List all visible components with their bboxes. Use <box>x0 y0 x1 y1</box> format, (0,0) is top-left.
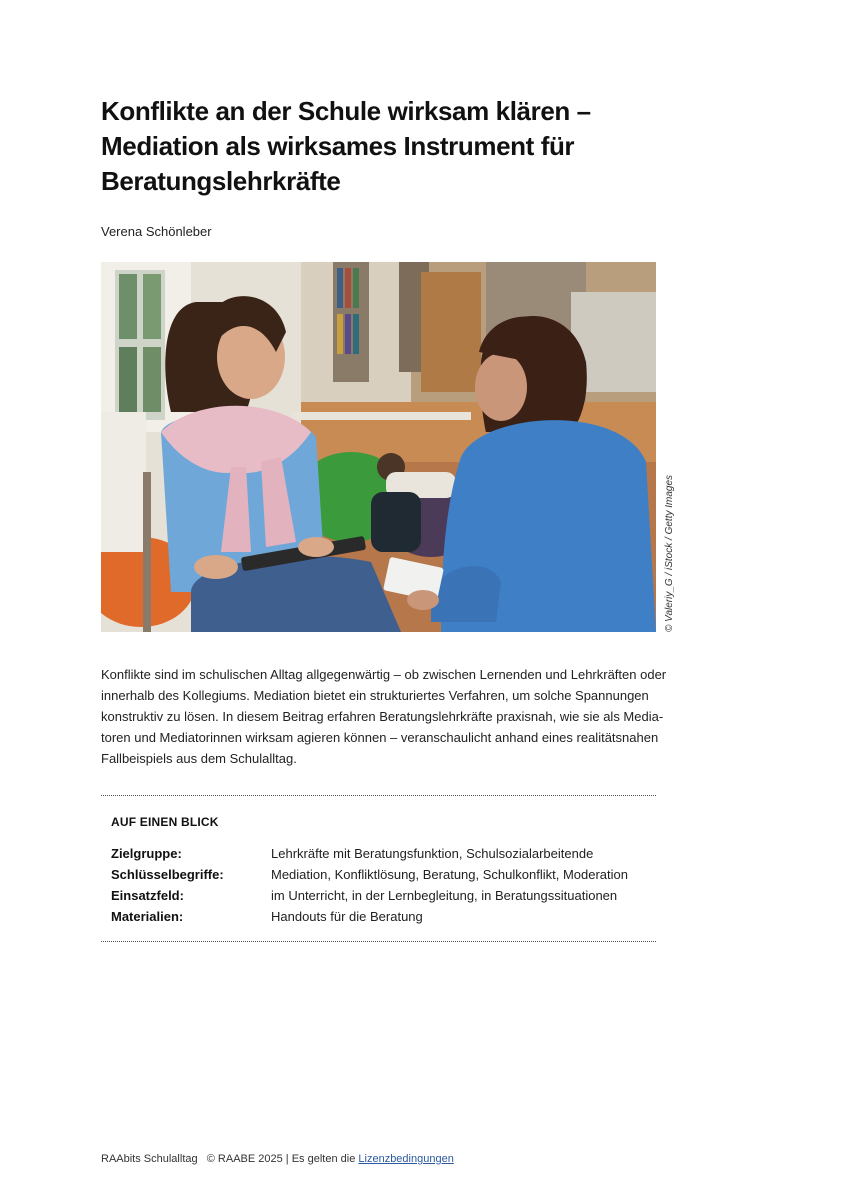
at-a-glance-heading: AUF EINEN BLICK <box>111 815 219 829</box>
glance-value: im Unterricht, in der Lernbegleitung, in Beratungssituationen <box>271 888 618 903</box>
glance-label: Schlüsselbegriffe: <box>111 867 224 882</box>
intro-line: Fallbeispiels aus dem Schulalltag. <box>101 751 297 766</box>
title-line: Beratungslehrkräfte <box>101 166 341 196</box>
page-title <box>101 94 661 199</box>
title-line: Konflikte an der Schule wirksam klären – <box>101 96 591 126</box>
footer-text: RAAbits Schulalltag © RAABE 2025 | Es gelten die <box>101 1153 359 1165</box>
article-photo <box>101 262 656 632</box>
title-line: Mediation als wirksames Instrument für <box>101 131 575 161</box>
glance-label: Materialien: <box>111 909 184 924</box>
intro-paragraph <box>101 664 667 769</box>
glance-label: Einsatzfeld: <box>111 888 184 903</box>
divider-top <box>101 795 656 796</box>
intro-line: innerhalb des Kollegiums. Mediation bietet ein strukturiertes Verfahren, um solche Spannungen <box>101 688 649 703</box>
glance-value: Lehrkräfte mit Beratungsfunktion, Schulsozialarbeitende <box>271 846 594 861</box>
author-name: Verena Schönleber <box>101 224 212 239</box>
intro-line: toren und Mediatorinnen wirksam agieren können – veranschaulicht anhand eines realitätsnahen <box>101 730 659 745</box>
license-link[interactable]: Lizenzbedingungen <box>358 1153 454 1165</box>
page-footer <box>101 1153 454 1165</box>
glance-value: Handouts für die Beratung <box>271 909 423 924</box>
divider-bottom <box>101 941 656 942</box>
intro-line: konstruktiv zu lösen. In diesem Beitrag erfahren Beratungslehrkräfte praxisnah, wie sie als Media- <box>101 709 664 724</box>
intro-line: Konflikte sind im schulischen Alltag allgegenwärtig – ob zwischen Lernenden und Lehrkräften oder <box>101 667 667 682</box>
photo-credit: © Valeriy_G / iStock / Getty Images <box>664 474 675 632</box>
glance-label: Zielgruppe: <box>111 846 182 861</box>
glance-value: Mediation, Konfliktlösung, Beratung, Schulkonflikt, Moderation <box>271 867 628 882</box>
